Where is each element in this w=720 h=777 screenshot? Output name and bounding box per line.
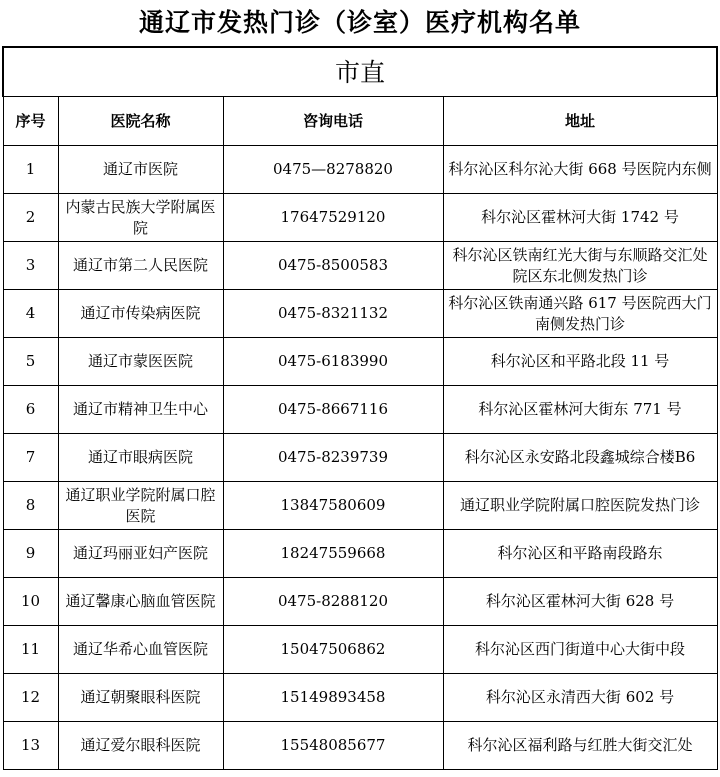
hospital-name-cell: 通辽市第二人民医院 (58, 242, 223, 290)
section-title: 市直 (3, 47, 717, 97)
phone-cell: 17647529120 (223, 194, 443, 242)
hospital-name-cell: 通辽馨康心脑血管医院 (58, 578, 223, 626)
phone-cell: 0475-6183990 (223, 338, 443, 386)
table-row (3, 242, 717, 290)
table-row (3, 578, 717, 626)
column-header-index: 序号 (3, 97, 58, 146)
table-row (3, 338, 717, 386)
phone-cell: 13847580609 (223, 482, 443, 530)
address-cell: 科尔沁区西门街道中心大街中段 (443, 626, 717, 674)
section-header-row (3, 47, 717, 97)
hospital-name-cell: 通辽市传染病医院 (58, 290, 223, 338)
hospital-name-cell: 内蒙古民族大学附属医院 (58, 194, 223, 242)
table-row (3, 194, 717, 242)
address-cell: 科尔沁区铁南通兴路 617 号医院西大门南侧发热门诊 (443, 290, 717, 338)
document-title: 通辽市发热门诊（诊室）医疗机构名单 (138, 8, 581, 37)
table-row (3, 434, 717, 482)
address-cell: 科尔沁区科尔沁大街 668 号医院内东侧 (443, 146, 717, 194)
address-cell: 科尔沁区永安路北段鑫城综合楼B6 (443, 434, 717, 482)
address-cell: 科尔沁区和平路北段 11 号 (443, 338, 717, 386)
column-header-phone: 咨询电话 (223, 97, 443, 146)
phone-cell: 0475-8667116 (223, 386, 443, 434)
hospital-name-cell: 通辽市精神卫生中心 (58, 386, 223, 434)
hospital-table (2, 46, 718, 770)
hospital-name-cell: 通辽爱尔眼科医院 (58, 722, 223, 770)
address-cell: 科尔沁区霍林河大街东 771 号 (443, 386, 717, 434)
hospital-name-cell: 通辽朝聚眼科医院 (58, 674, 223, 722)
row-index-cell: 4 (3, 290, 58, 338)
address-cell: 科尔沁区福利路与红胜大街交汇处 (443, 722, 717, 770)
row-index-cell: 11 (3, 626, 58, 674)
hospital-name-cell: 通辽华希心血管医院 (58, 626, 223, 674)
address-cell: 科尔沁区和平路南段路东 (443, 530, 717, 578)
hospital-name-cell: 通辽职业学院附属口腔医院 (58, 482, 223, 530)
row-index-cell: 10 (3, 578, 58, 626)
address-cell: 科尔沁区霍林河大街 628 号 (443, 578, 717, 626)
column-header-row (3, 97, 717, 146)
phone-cell: 18247559668 (223, 530, 443, 578)
hospital-name-cell: 通辽市医院 (58, 146, 223, 194)
hospital-name-cell: 通辽玛丽亚妇产医院 (58, 530, 223, 578)
row-index-cell: 6 (3, 386, 58, 434)
hospital-name-cell: 通辽市蒙医医院 (58, 338, 223, 386)
table-row (3, 482, 717, 530)
address-cell: 科尔沁区铁南红光大街与东顺路交汇处院区东北侧发热门诊 (443, 242, 717, 290)
column-header-hospital-name: 医院名称 (58, 97, 223, 146)
phone-cell: 0475-8239739 (223, 434, 443, 482)
table-row (3, 530, 717, 578)
row-index-cell: 13 (3, 722, 58, 770)
row-index-cell: 1 (3, 146, 58, 194)
address-cell: 科尔沁区永清西大街 602 号 (443, 674, 717, 722)
phone-cell: 0475-8321132 (223, 290, 443, 338)
row-index-cell: 3 (3, 242, 58, 290)
phone-cell: 15047506862 (223, 626, 443, 674)
phone-cell: 15548085677 (223, 722, 443, 770)
phone-cell: 15149893458 (223, 674, 443, 722)
table-row (3, 722, 717, 770)
row-index-cell: 8 (3, 482, 58, 530)
table-row (3, 626, 717, 674)
row-index-cell: 9 (3, 530, 58, 578)
address-cell: 通辽职业学院附属口腔医院发热门诊 (443, 482, 717, 530)
table-row (3, 290, 717, 338)
column-header-address: 地址 (443, 97, 717, 146)
row-index-cell: 2 (3, 194, 58, 242)
address-cell: 科尔沁区霍林河大街 1742 号 (443, 194, 717, 242)
hospital-name-cell: 通辽市眼病医院 (58, 434, 223, 482)
phone-cell: 0475-8500583 (223, 242, 443, 290)
table-row (3, 146, 717, 194)
row-index-cell: 12 (3, 674, 58, 722)
table-row (3, 386, 717, 434)
phone-cell: 0475-8288120 (223, 578, 443, 626)
phone-cell: 0475—8278820 (223, 146, 443, 194)
row-index-cell: 5 (3, 338, 58, 386)
table-row (3, 674, 717, 722)
row-index-cell: 7 (3, 434, 58, 482)
